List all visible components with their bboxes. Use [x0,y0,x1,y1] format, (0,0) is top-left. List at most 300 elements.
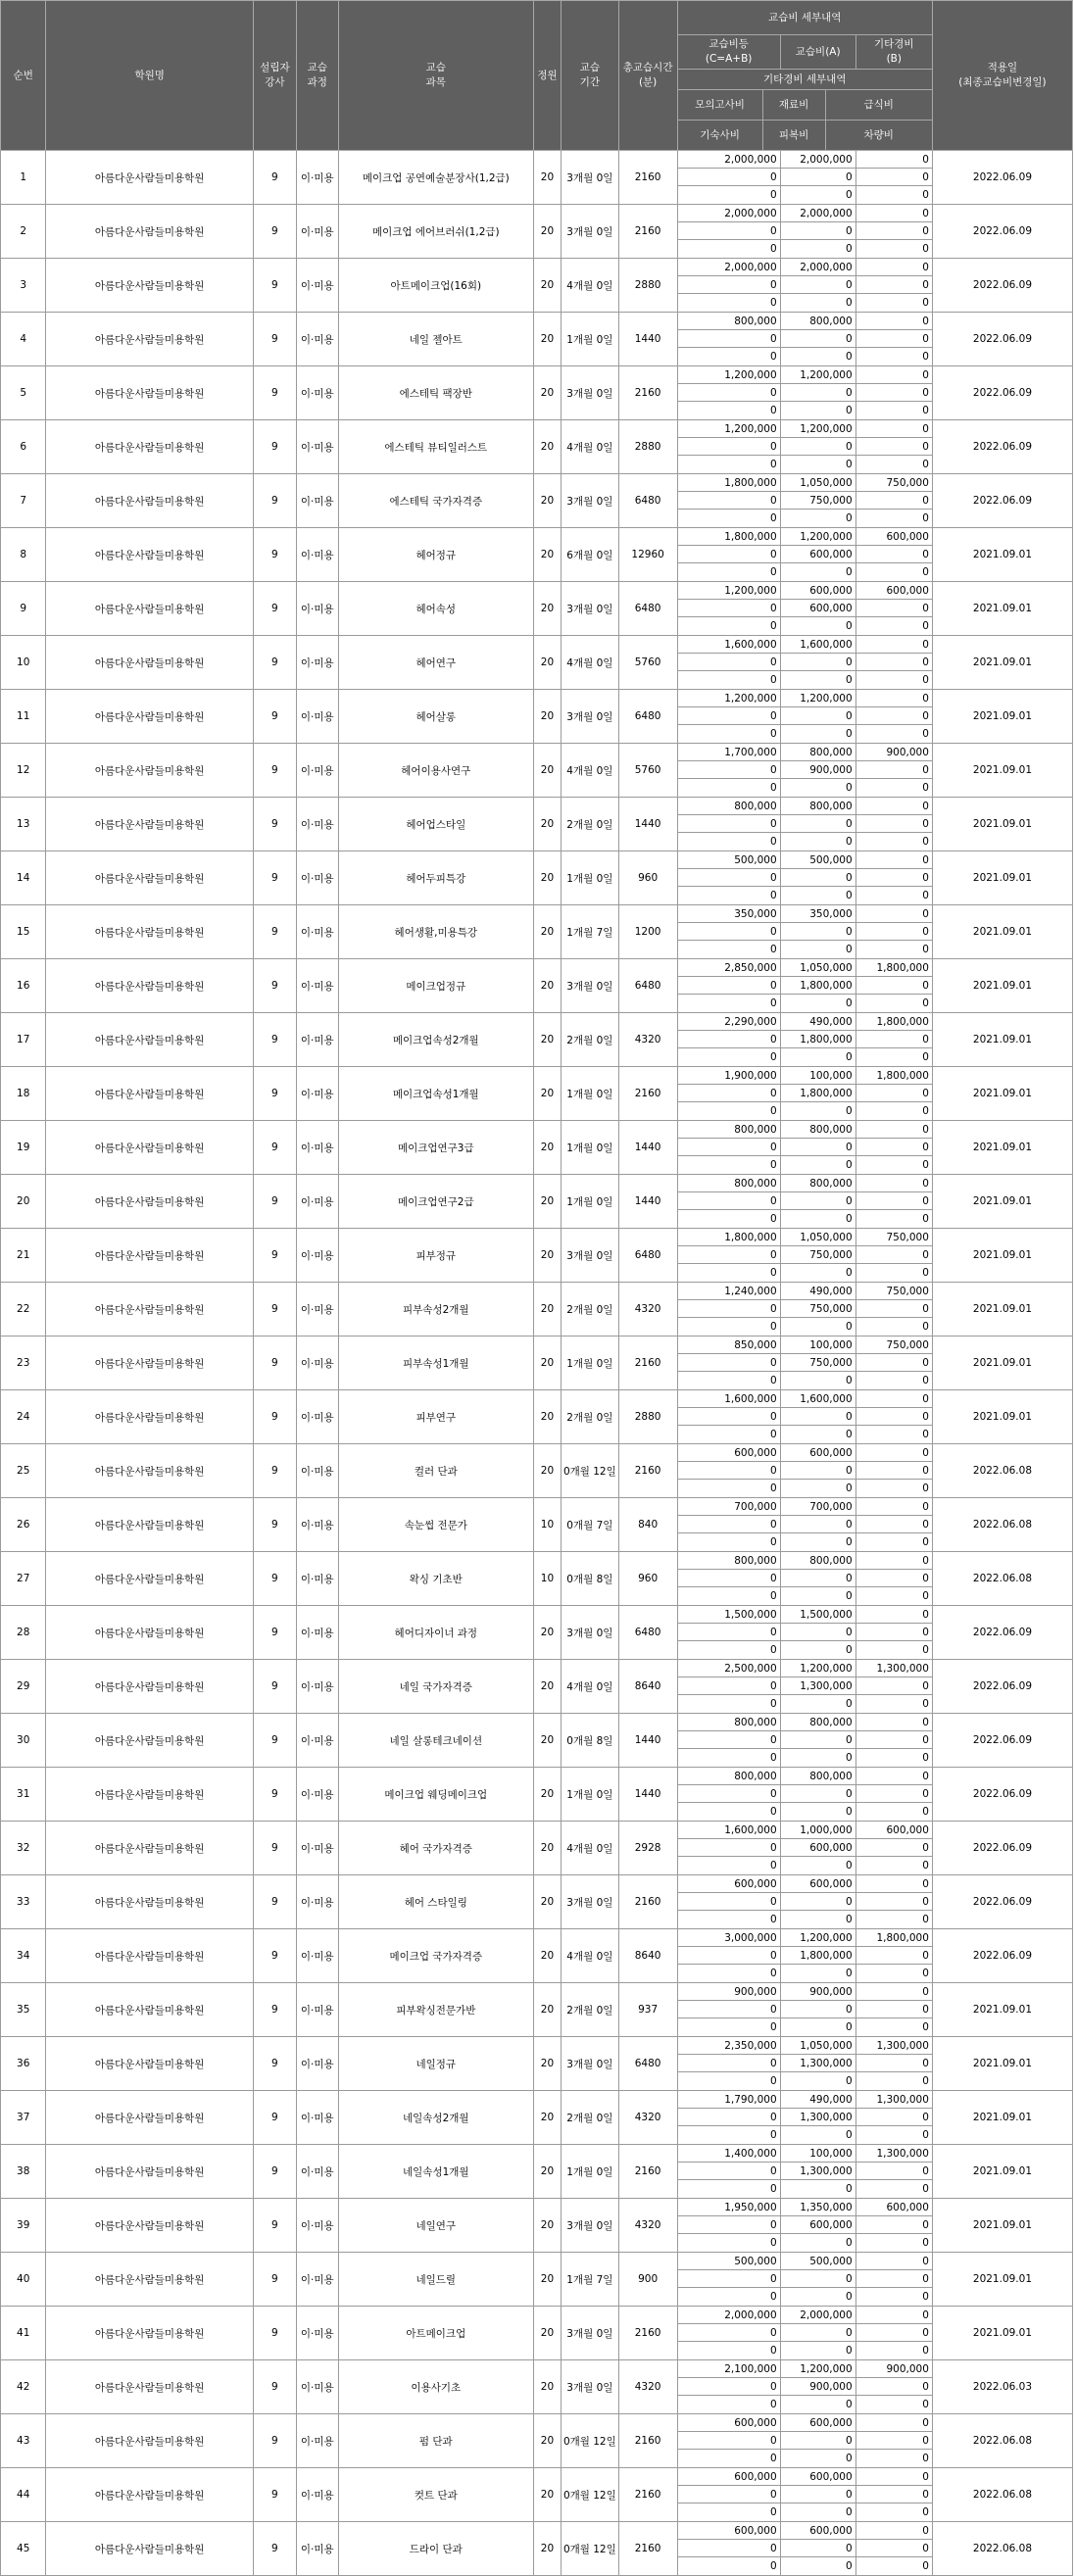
fee-amount: 0 [856,905,932,923]
fee-amount: 0 [856,977,932,995]
academy-name: 아름다운사람들미용학원 [46,2253,253,2307]
table-row [1,2253,1073,2307]
fee-amount: 0 [845,1968,853,1979]
fee-amount: 0 [922,512,929,524]
academy-name: 아름다운사람들미용학원 [46,205,253,259]
course-process: 이·미용 [296,2522,338,2576]
fee-amount: 0 [678,2163,780,2180]
fee-amount: 750,000 [781,1300,855,1318]
fee-column-a [780,1606,855,1660]
fee-amount: 500,000 [678,851,780,869]
fee-amount: 0 [922,566,929,578]
fee-column-c [677,1768,780,1822]
fee-amount: 0 [678,1839,780,1857]
course-period: 3개월 0일 [562,1229,619,1283]
fee-amount: 0 [856,1947,932,1965]
course-subject: 에스테틱 국가자격증 [338,474,533,528]
fee-amount: 2,000,000 [678,205,780,222]
instructor-count: 9 [253,851,296,905]
total-time: 2160 [618,1444,677,1498]
fee-amount: 0 [678,438,780,456]
fee-column-c [677,905,780,959]
fee-amount: 350,000 [678,905,780,923]
fee-amount: 0 [845,997,853,1009]
fee-column-a [780,2199,855,2253]
fee-amount: 0 [856,2001,932,2018]
row-no: 1 [1,151,46,205]
total-time: 8640 [618,1660,677,1714]
fee-column-a [780,1283,855,1337]
row-no: 18 [1,1067,46,1121]
row-no: 6 [1,420,46,474]
fee-amount: 1,300,000 [781,1677,855,1695]
fee-amount: 0 [781,2486,855,2503]
fee-amount: 0 [769,1213,777,1225]
course-period: 4개월 0일 [562,1929,619,1983]
fee-amount: 0 [769,512,777,524]
fee-amount: 490,000 [781,1283,855,1300]
course-process: 이·미용 [296,1337,338,1390]
fee-amount: 900,000 [856,744,932,761]
fee-amount: 750,000 [856,1283,932,1300]
fee-amount: 0 [856,2307,932,2324]
course-subject: 아트메이크업 [338,2307,533,2360]
course-subject: 네일드릴 [338,2253,533,2307]
fee-column-c [677,744,780,798]
row-no: 28 [1,1606,46,1660]
apply-date: 2022.06.09 [932,259,1072,313]
course-period: 3개월 0일 [562,2360,619,2414]
course-process: 이·미용 [296,798,338,851]
fee-amount: 0 [856,690,932,707]
fee-amount: 0 [769,566,777,578]
fee-amount: 0 [856,366,932,384]
fee-amount: 0 [856,2540,932,2557]
total-time: 8640 [618,1929,677,1983]
academy-name: 아름다운사람들미용학원 [46,1929,253,1983]
course-process: 이·미용 [296,205,338,259]
course-period: 2개월 0일 [562,1390,619,1444]
header-capacity: 정원 [533,1,561,151]
fee-amount: 600,000 [856,582,932,600]
fee-amount: 0 [769,1267,777,1279]
fee-amount: 2,000,000 [781,205,855,222]
fee-amount: 0 [856,600,932,617]
apply-date: 2022.06.08 [932,2414,1072,2468]
fee-amount: 0 [845,566,853,578]
course-subject: 네일 젤아트 [338,313,533,366]
fee-column-b [855,1337,932,1390]
fee-amount: 0 [922,2075,929,2087]
fee-amount: 0 [845,297,853,309]
course-process: 이·미용 [296,151,338,205]
fee-amount: 800,000 [781,1714,855,1731]
course-process: 이·미용 [296,582,338,636]
fee-column-b [855,1714,932,1768]
fee-amount: 0 [769,1860,777,1871]
row-no: 29 [1,1660,46,1714]
row-no: 3 [1,259,46,313]
fee-amount: 0 [678,1677,780,1695]
fee-amount: 800,000 [781,744,855,761]
fee-amount: 1,200,000 [781,690,855,707]
academy-name: 아름다운사람들미용학원 [46,1067,253,1121]
total-time: 6480 [618,1606,677,1660]
course-period: 1개월 0일 [562,851,619,905]
fee-amount: 0 [845,2345,853,2357]
instructor-count: 9 [253,366,296,420]
fee-amount: 1,300,000 [856,2037,932,2055]
fee-amount: 800,000 [678,1768,780,1785]
course-subject: 헤어디자이너 과정 [338,1606,533,1660]
capacity: 20 [533,1875,561,1929]
fee-column-c [677,1121,780,1175]
total-time: 5760 [618,744,677,798]
fee-column-c [677,2145,780,2199]
fee-amount: 0 [856,1246,932,1264]
fee-amount: 0 [922,1482,929,1494]
fee-amount: 0 [781,2324,855,2342]
fee-amount: 0 [922,1752,929,1764]
fee-amount: 1,400,000 [678,2145,780,2163]
fee-amount: 0 [922,1860,929,1871]
capacity: 20 [533,690,561,744]
fee-column-c [677,1175,780,1229]
academy-name: 아름다운사람들미용학원 [46,1822,253,1875]
instructor-count: 9 [253,1606,296,1660]
fee-amount: 800,000 [781,1552,855,1570]
course-period: 3개월 0일 [562,959,619,1013]
fee-column-b [855,1444,932,1498]
instructor-count: 9 [253,636,296,690]
table-row [1,1444,1073,1498]
fee-amount: 0 [769,1482,777,1494]
total-time: 1440 [618,798,677,851]
course-period: 0개월 7일 [562,1498,619,1552]
row-no: 5 [1,366,46,420]
fee-amount: 0 [922,620,929,632]
course-subject: 드라이 단과 [338,2522,533,2576]
academy-name: 아름다운사람들미용학원 [46,313,253,366]
capacity: 20 [533,959,561,1013]
fee-amount: 800,000 [678,1121,780,1139]
fee-amount: 1,200,000 [781,366,855,384]
table-row [1,420,1073,474]
fee-amount: 0 [845,2453,853,2464]
fee-amount: 100,000 [781,1337,855,1354]
total-time: 960 [618,1552,677,1606]
fee-column-c [677,2414,780,2468]
apply-date: 2021.09.01 [932,2307,1072,2360]
apply-date: 2021.09.01 [932,1175,1072,1229]
apply-date: 2022.06.09 [932,474,1072,528]
fee-column-b [855,1768,932,1822]
instructor-count: 9 [253,2037,296,2091]
fee-amount: 490,000 [781,2091,855,2109]
fee-amount: 0 [856,1768,932,1785]
fee-amount: 0 [856,2378,932,2396]
fee-amount: 0 [856,2432,932,2450]
table-row [1,1714,1073,1768]
fee-amount: 0 [856,169,932,186]
header-process: 교습 과정 [296,1,338,151]
fee-amount: 0 [678,2540,780,2557]
fee-amount: 1,790,000 [678,2091,780,2109]
fee-amount: 0 [845,2560,853,2572]
table-body [1,151,1073,2576]
header-fee-b: 기타경비 (B) [855,35,932,70]
fee-amount: 0 [922,1321,929,1333]
fee-amount: 800,000 [781,1175,855,1192]
fee-column-b [855,2414,932,2468]
table-row [1,2037,1073,2091]
fee-column-c [677,151,780,205]
table-row [1,2522,1073,2576]
apply-date: 2022.06.09 [932,151,1072,205]
fee-amount: 0 [678,1785,780,1803]
fee-amount: 900,000 [781,2378,855,2396]
header-fee-a: 교습비(A) [780,35,855,70]
academy-name: 아름다운사람들미용학원 [46,1337,253,1390]
fee-amount: 1,800,000 [856,1929,932,1947]
academy-name: 아름다운사람들미용학원 [46,2037,253,2091]
fee-amount: 0 [856,1498,932,1516]
fee-amount: 0 [781,276,855,294]
total-time: 6480 [618,2037,677,2091]
table-row [1,205,1073,259]
row-no: 27 [1,1552,46,1606]
instructor-count: 9 [253,2468,296,2522]
course-subject: 헤어 국가자격증 [338,1822,533,1875]
course-subject: 펌 단과 [338,2414,533,2468]
fee-amount: 0 [678,815,780,833]
capacity: 20 [533,2307,561,2360]
capacity: 20 [533,313,561,366]
fee-amount: 0 [769,728,777,740]
fee-amount: 0 [769,1105,777,1117]
fee-amount: 0 [856,2253,932,2270]
apply-date: 2021.09.01 [932,528,1072,582]
total-time: 1440 [618,1121,677,1175]
fee-amount: 1,200,000 [781,528,855,546]
fee-column-a [780,1498,855,1552]
fee-amount: 0 [845,1752,853,1764]
fee-column-a [780,1067,855,1121]
fee-column-c [677,2037,780,2091]
capacity: 20 [533,2253,561,2307]
fee-amount: 0 [922,997,929,1009]
total-time: 2160 [618,1337,677,1390]
header-vehicle: 차량비 [863,129,894,141]
academy-name: 아름다운사람들미용학원 [46,905,253,959]
fee-amount: 0 [845,1698,853,1710]
capacity: 20 [533,1229,561,1283]
fee-amount: 0 [678,707,780,725]
course-process: 이·미용 [296,1606,338,1660]
fee-amount: 0 [856,1390,932,1408]
instructor-count: 9 [253,1822,296,1875]
total-time: 6480 [618,959,677,1013]
academy-name: 아름다운사람들미용학원 [46,151,253,205]
instructor-count: 9 [253,1983,296,2037]
course-subject: 피부왁싱전문가반 [338,1983,533,2037]
fee-amount: 0 [845,351,853,363]
fee-amount: 0 [769,1590,777,1602]
fee-amount: 1,200,000 [781,2360,855,2378]
course-process: 이·미용 [296,259,338,313]
table-row [1,690,1073,744]
fee-amount: 1,800,000 [678,528,780,546]
fee-column-c [677,798,780,851]
fee-column-a [780,959,855,1013]
instructor-count: 9 [253,474,296,528]
academy-name: 아름다운사람들미용학원 [46,2145,253,2199]
fee-amount: 0 [678,492,780,510]
course-subject: 헤어생활,미용특강 [338,905,533,959]
apply-date: 2022.06.09 [932,1768,1072,1822]
fee-amount: 0 [856,761,932,779]
academy-name: 아름다운사람들미용학원 [46,1552,253,1606]
fee-amount: 0 [769,2075,777,2087]
table-row [1,1121,1073,1175]
fee-amount: 1,500,000 [781,1606,855,1624]
course-period: 3개월 0일 [562,1875,619,1929]
fee-column-c [677,420,780,474]
course-process: 이·미용 [296,636,338,690]
fee-amount: 0 [922,1644,929,1656]
course-period: 4개월 0일 [562,1822,619,1875]
row-no: 20 [1,1175,46,1229]
fee-amount: 0 [769,1968,777,1979]
fee-amount: 1,600,000 [678,1822,780,1839]
course-subject: 아트메이크업(16회) [338,259,533,313]
fee-column-b [855,1929,932,1983]
fee-amount: 2,000,000 [678,259,780,276]
total-time: 2160 [618,205,677,259]
fee-amount: 0 [678,2216,780,2234]
total-time: 4320 [618,1013,677,1067]
table-row [1,1013,1073,1067]
fee-amount: 0 [922,2183,929,2195]
capacity: 20 [533,1929,561,1983]
fee-amount: 0 [781,438,855,456]
capacity: 20 [533,1283,561,1337]
fee-amount: 600,000 [678,2522,780,2540]
row-no: 41 [1,2307,46,2360]
fee-column-c [677,959,780,1013]
fee-amount: 0 [922,1968,929,1979]
course-process: 이·미용 [296,1498,338,1552]
table-row [1,1822,1073,1875]
fee-column-a [780,1768,855,1822]
course-period: 2개월 0일 [562,1983,619,2037]
course-process: 이·미용 [296,2037,338,2091]
fee-amount: 0 [845,2506,853,2518]
fee-amount: 600,000 [781,2414,855,2432]
fee-amount: 0 [678,2001,780,2018]
fee-amount: 1,050,000 [781,2037,855,2055]
course-process: 이·미용 [296,1660,338,1714]
fee-column-a [780,905,855,959]
course-period: 1개월 0일 [562,1175,619,1229]
fee-amount: 0 [922,1105,929,1117]
row-no: 45 [1,2522,46,2576]
fee-amount: 0 [856,2414,932,2432]
fee-amount: 0 [856,1606,932,1624]
fee-column-b [855,959,932,1013]
header-instructor: 설립자 강사 [253,1,296,151]
fee-column-b [855,2199,932,2253]
fee-amount: 0 [769,782,777,794]
table-row [1,1175,1073,1229]
course-subject: 에스테틱 뷰티일러스트 [338,420,533,474]
academy-name: 아름다운사람들미용학원 [46,636,253,690]
table-row [1,1067,1073,1121]
fee-amount: 0 [781,2270,855,2288]
table-row [1,1983,1073,2037]
fee-column-a [780,1121,855,1175]
fee-amount: 0 [678,276,780,294]
course-subject: 네일속성2개월 [338,2091,533,2145]
academy-name: 아름다운사람들미용학원 [46,1498,253,1552]
row-no: 14 [1,851,46,905]
header-period: 교습 기간 [562,1,619,151]
instructor-count: 9 [253,2091,296,2145]
course-process: 이·미용 [296,2360,338,2414]
fee-amount: 0 [769,405,777,416]
capacity: 20 [533,1067,561,1121]
fee-amount: 0 [845,2183,853,2195]
academy-name: 아름다운사람들미용학원 [46,959,253,1013]
fee-amount: 2,100,000 [678,2360,780,2378]
academy-name: 아름다운사람들미용학원 [46,528,253,582]
fee-column-c [677,2468,780,2522]
fee-amount: 500,000 [781,2253,855,2270]
fee-amount: 600,000 [781,600,855,617]
course-period: 3개월 0일 [562,151,619,205]
capacity: 20 [533,1121,561,1175]
fee-amount: 0 [769,2506,777,2518]
course-subject: 헤어두피특강 [338,851,533,905]
fee-column-a [780,528,855,582]
instructor-count: 9 [253,798,296,851]
fee-column-b [855,582,932,636]
instructor-count: 9 [253,1390,296,1444]
apply-date: 2021.09.01 [932,1283,1072,1337]
fee-amount: 0 [856,1175,932,1192]
fee-column-a [780,259,855,313]
fee-amount: 2,500,000 [678,1660,780,1677]
total-time: 2928 [618,1822,677,1875]
course-period: 1개월 0일 [562,313,619,366]
fee-column-b [855,2037,932,2091]
fee-amount: 0 [678,1947,780,1965]
capacity: 20 [533,582,561,636]
fee-amount: 0 [678,330,780,348]
table-row [1,1552,1073,1606]
apply-date: 2022.06.09 [932,420,1072,474]
fee-column-a [780,474,855,528]
fee-amount: 900,000 [678,1983,780,2001]
row-no: 12 [1,744,46,798]
fee-amount: 0 [781,169,855,186]
instructor-count: 9 [253,959,296,1013]
total-time: 840 [618,1498,677,1552]
fee-amount: 0 [781,330,855,348]
fee-amount: 1,200,000 [781,1929,855,1947]
row-no: 40 [1,2253,46,2307]
fee-amount: 0 [922,1590,929,1602]
